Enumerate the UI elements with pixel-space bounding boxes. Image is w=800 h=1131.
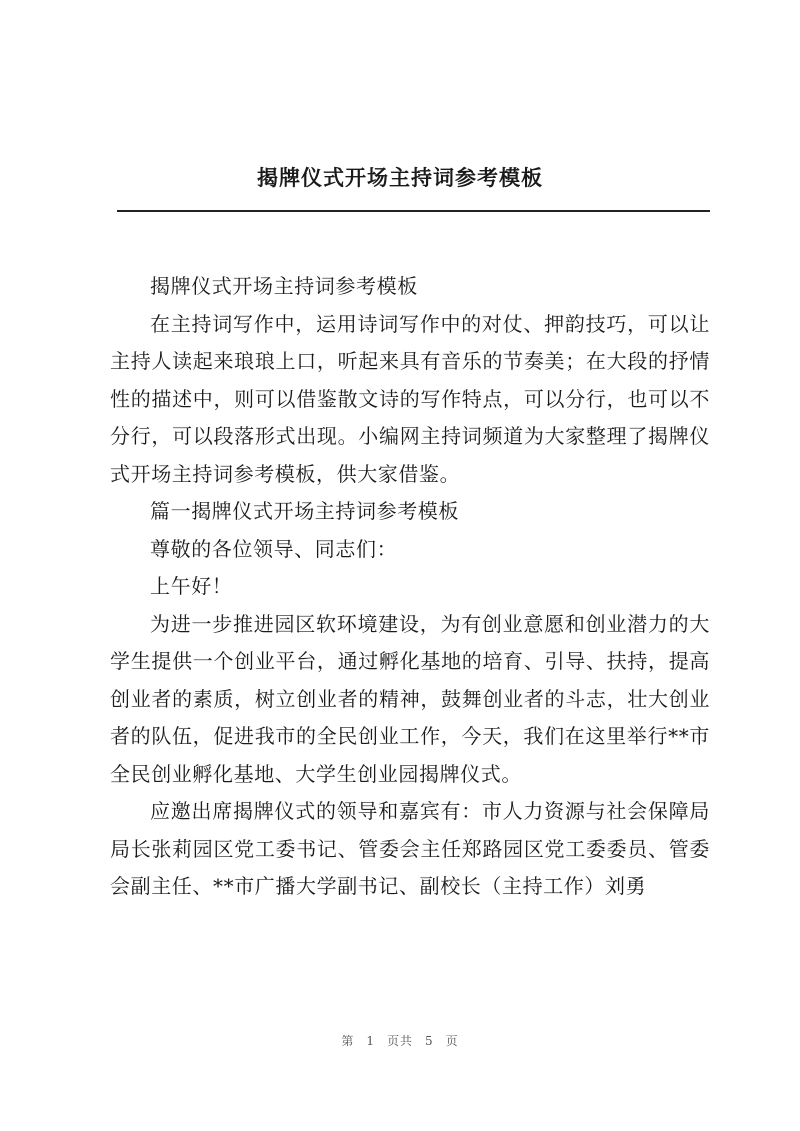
footer-page-number: 1 bbox=[366, 1034, 375, 1048]
footer-total-pages: 5 bbox=[425, 1034, 434, 1048]
paragraph-salutation: 尊敬的各位领导、同志们： bbox=[150, 536, 398, 561]
footer-middle: 页共 bbox=[386, 1034, 413, 1048]
footer-prefix: 第 bbox=[341, 1034, 355, 1048]
footer-suffix: 页 bbox=[445, 1034, 459, 1048]
page-footer bbox=[0, 1032, 800, 1049]
document-body bbox=[110, 268, 710, 906]
paragraph-heading: 揭牌仪式开场主持词参考模板 bbox=[150, 274, 418, 298]
paragraph-guests: 应邀出席揭牌仪式的领导和嘉宾有：市人力资源与社会保障局局长张莉园区党工委书记、管委会主任郑路园区党工委委员、管委会副主任、**市广播大学副书记、副校长（主持工作）刘勇 bbox=[110, 799, 710, 898]
paragraph-section-title: 篇一揭牌仪式开场主持词参考模板 bbox=[150, 499, 459, 523]
title-divider bbox=[117, 210, 710, 212]
paragraph-greeting: 上午好！ bbox=[150, 574, 233, 598]
paragraph-intro: 在主持词写作中，运用诗词写作中的对仗、押韵技巧，可以让主持人读起来琅琅上口，听起来具有音乐的节奏美；在大段的抒情性的描述中，则可以借鉴散文诗的写作特点，可以分行，也可以不分行，可以段落形式出现。小编网主持词频道为大家整理了揭牌仪式开场主持词参考模板，供大家借鉴。 bbox=[110, 311, 710, 486]
page-title: 揭牌仪式开场主持词参考模板 bbox=[257, 165, 543, 190]
paragraph-purpose: 为进一步推进园区软环境建设，为有创业意愿和创业潜力的大学生提供一个创业平台，通过孵化基地的培育、引导、扶持，提高创业者的素质，树立创业者的精神，鼓舞创业者的斗志，壮大创业者的队伍，促进我市的全民创业工作，今天，我们在这里举行**市全民创业孵化基地、大学生创业园揭牌仪式。 bbox=[110, 611, 710, 786]
